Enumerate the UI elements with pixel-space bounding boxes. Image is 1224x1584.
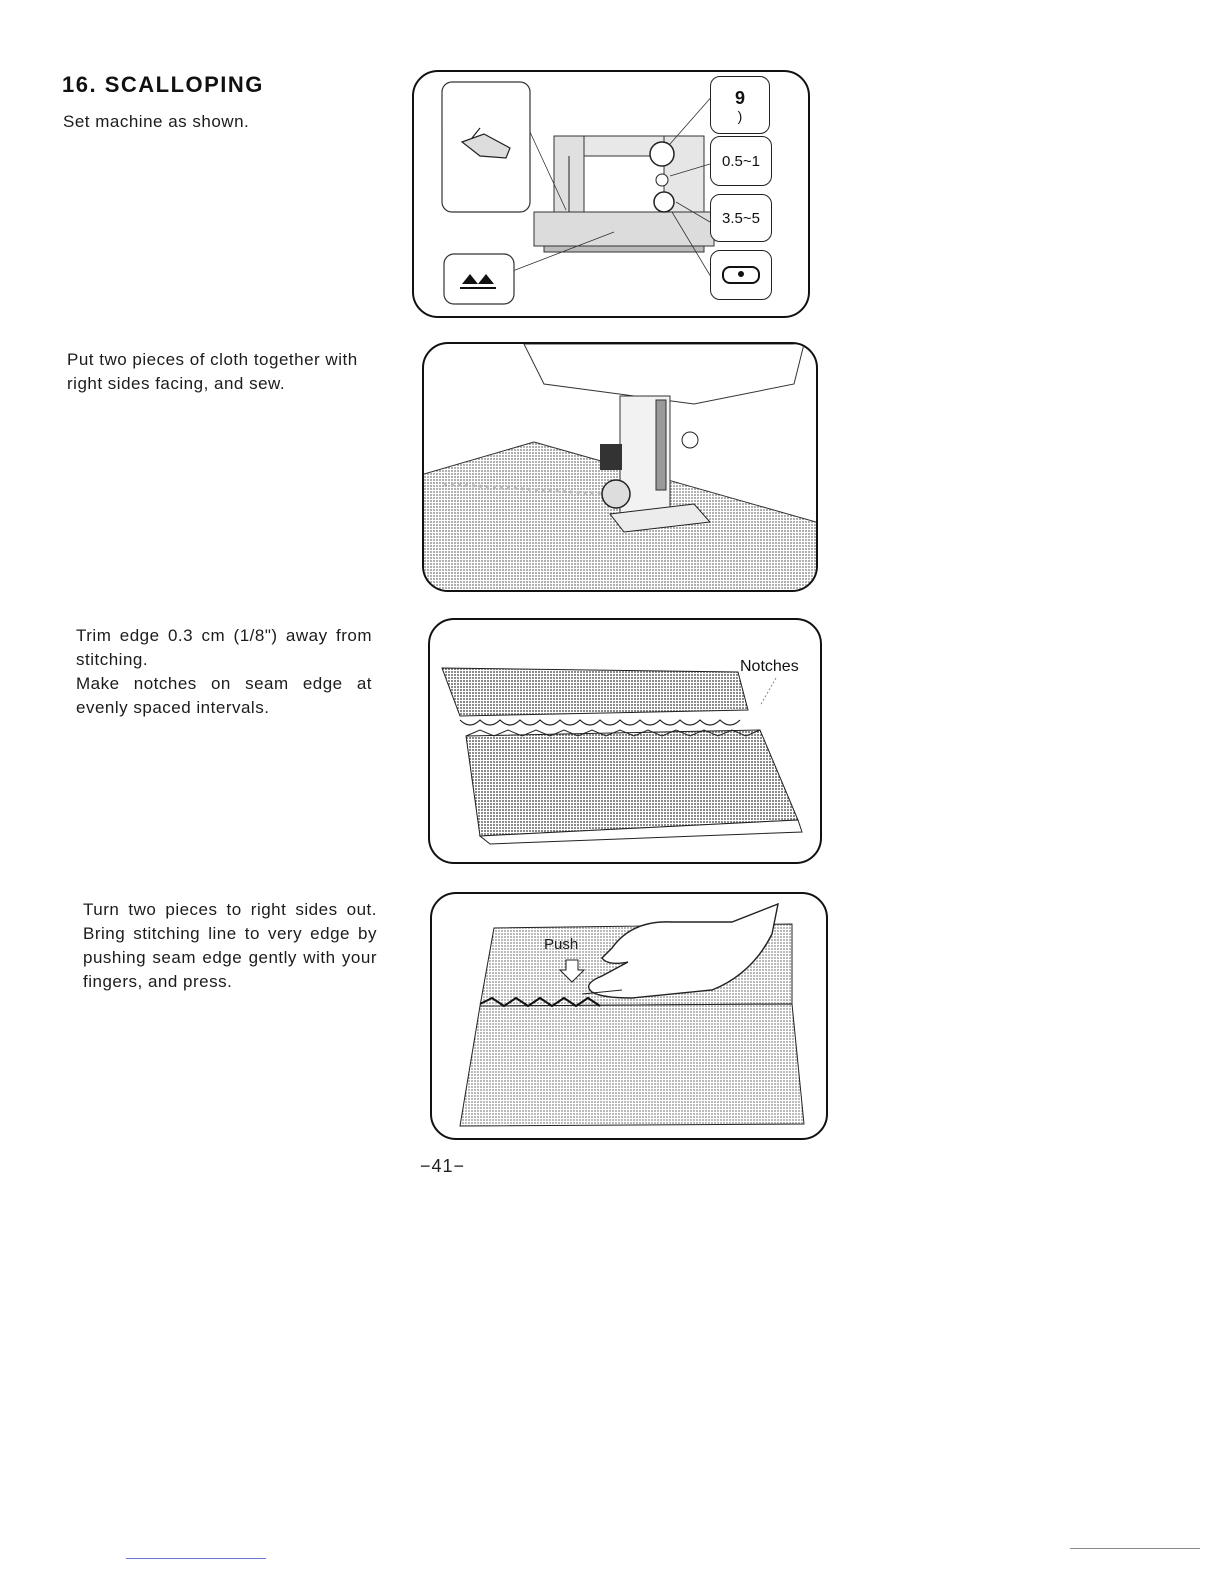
thread-tension-icon (722, 266, 760, 284)
step-sew-text (67, 348, 367, 396)
machine-setup-panel (412, 70, 810, 318)
sewing-cloth-illustration (424, 344, 816, 590)
step-turn-line: Turn two pieces to right sides out. Bring stitching line to very edge by pushing seam edge gently with your fingers, and press. (83, 900, 377, 991)
footer-rule (126, 1558, 266, 1559)
step-trim-line2: Make notches on seam edge at evenly spaced intervals. (76, 674, 372, 717)
pressing-panel (430, 892, 828, 1140)
step-trim-text (76, 624, 372, 720)
pattern-selector-box (710, 76, 770, 134)
footer-rule (1070, 1548, 1200, 1549)
step-sew-line: Put two pieces of cloth together with right sides facing, and sew. (67, 350, 358, 393)
scallop-stitch-icon: ) (737, 107, 743, 124)
tension-box (710, 250, 772, 300)
step-setup-line: Set machine as shown. (63, 112, 250, 131)
page-number: −41− (420, 1156, 466, 1176)
push-label: Push (544, 936, 579, 953)
trimmed-cloth-illustration (430, 620, 820, 862)
sewing-panel (422, 342, 818, 592)
stitch-width-box: 3.5~5 (710, 194, 772, 242)
step-setup-text (63, 110, 363, 134)
notches-label: Notches (740, 658, 799, 675)
section-title: 16. SCALLOPING (62, 72, 264, 97)
pattern-number: 9 (734, 87, 745, 108)
step-turn-text (83, 898, 377, 994)
pushing-seam-illustration (432, 894, 826, 1138)
stitch-length-box: 0.5~1 (710, 136, 772, 186)
step-trim-line1: Trim edge 0.3 cm (1/8") away from stitching. (76, 626, 372, 669)
trimming-panel (428, 618, 822, 864)
